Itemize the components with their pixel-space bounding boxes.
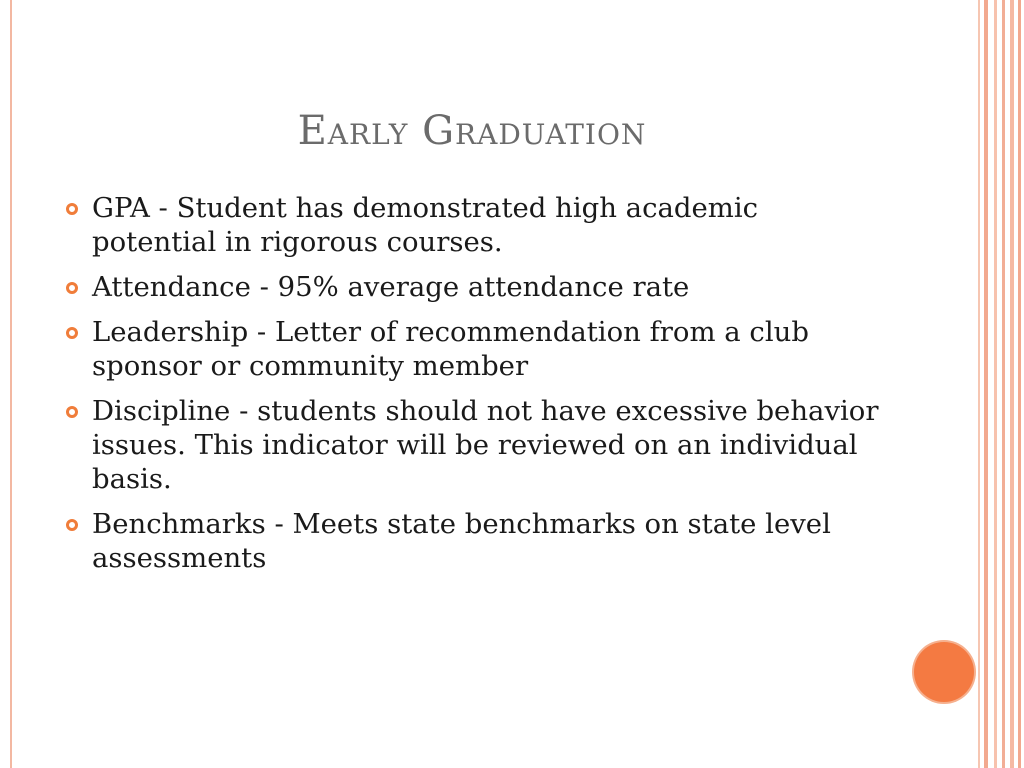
right-stripe	[1010, 0, 1014, 768]
bullet-text: GPA - Student has demonstrated high academic potential in rigorous courses.	[92, 192, 759, 258]
bullet-list	[62, 191, 882, 586]
ring-bullet-icon	[66, 519, 78, 531]
right-stripe	[1018, 0, 1021, 768]
bullet-item-discipline	[62, 394, 882, 496]
bullet-item-attendance	[62, 270, 882, 304]
bullet-item-leadership	[62, 315, 882, 383]
bullet-text: Attendance - 95% average attendance rate	[92, 271, 690, 303]
ring-bullet-icon	[66, 282, 78, 294]
bullet-item-gpa	[62, 191, 882, 259]
right-stripe	[984, 0, 988, 768]
right-stripe	[978, 0, 980, 768]
right-stripe	[1002, 0, 1005, 768]
right-stripe	[994, 0, 997, 768]
bullet-text: Leadership - Letter of recommendation from a club sponsor or community member	[92, 316, 809, 382]
ring-bullet-icon	[66, 203, 78, 215]
bullet-text: Discipline - students should not have excessive behavior issues. This indicator will be reviewed on an individual basis.	[92, 395, 879, 495]
slide-title: Early Graduation	[297, 108, 647, 154]
ring-bullet-icon	[66, 406, 78, 418]
ring-bullet-icon	[66, 327, 78, 339]
orange-circle-decoration	[914, 642, 974, 702]
bullet-text: Benchmarks - Meets state benchmarks on state level assessments	[92, 508, 831, 574]
bullet-item-benchmarks	[62, 507, 882, 575]
